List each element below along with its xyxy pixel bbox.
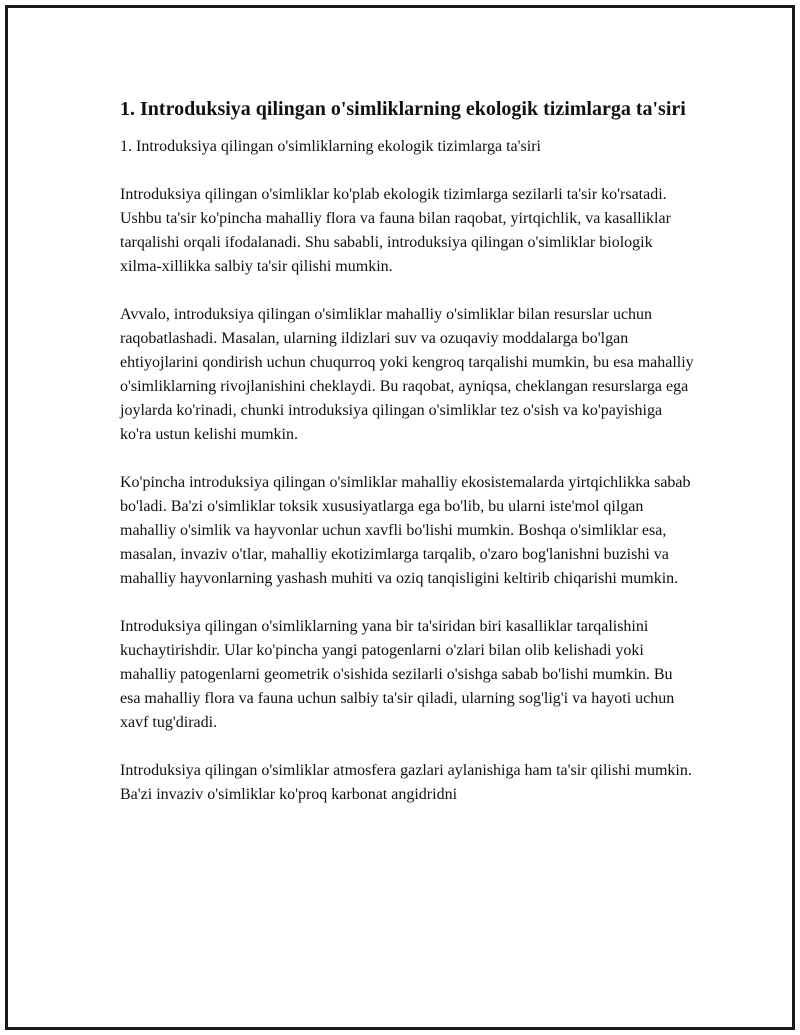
paragraph-disease: Introduksiya qilingan o'simliklarning yana bir ta'siridan biri kasalliklar tarqalishini kuchaytirishdir. Ular ko'pincha yangi patogenlarni o'zlari bilan olib kelishadi yoki mahalliy patogenlarni geometrik o'sishida sezilarli o'sishga sabab bo'lishi mumkin. Bu esa mahalliy flora va fauna uchun salbiy ta'sir qiladi, ularning sog'lig'i va hayoti uchun xavf tug'diradi.	[120, 618, 675, 731]
paragraph-competition: Avvalo, introduksiya qilingan o'simliklar mahalliy o'simliklar bilan resurslar uchun raqobatlashadi. Masalan, ularning ildizlari suv va ozuqaviy moddalarga bo'lgan ehtiyojlarini qondirish uchun chuqurroq yoki kengroq tarqalishi mumkin, bu esa mahalliy o'simliklarning rivojlanishini cheklaydi. Bu raqobat, ayniqsa, cheklangan resurslarga ega joylarda ko'rinadi, chunki introduksiya qilingan o'simliklar tez o'sish va ko'payishiga ko'ra ustun kelishi mumkin.	[120, 306, 694, 443]
paragraph-intro: Introduksiya qilingan o'simliklar ko'plab ekologik tizimlarga sezilarli ta'sir ko'rsatadi. Ushbu ta'sir ko'pincha mahalliy flora va fauna bilan raqobat, yirtqichlik, va kasalliklar tarqalishi orqali ifodalanadi. Shu sababli, introduksiya qilingan o'simliklar biologik xilma-xillikka salbiy ta'sir qilishi mumkin.	[120, 186, 671, 275]
paragraph-predation: Ko'pincha introduksiya qilingan o'simliklar mahalliy ekosistemalarda yirtqichlikka sabab bo'ladi. Ba'zi o'simliklar toksik xususiyatlarga ega bo'lib, bu ularni iste'mol qilgan mahalliy o'simlik va hayvonlar uchun xavfli bo'lishi mumkin. Boshqa o'simliklar esa, masalan, invaziv o'tlar, mahalliy ekotizimlarga tarqalib, o'zaro bog'lanishni buzishi va mahalliy hayvonlarning yashash muhiti va oziq tanqisligini keltirib chiqarishi mumkin.	[120, 474, 691, 587]
document-body	[120, 96, 695, 807]
page-title: 1. Introduksiya qilingan o'simliklarning ekologik tizimlarga ta'siri	[120, 98, 686, 120]
paragraph-atmosphere: Introduksiya qilingan o'simliklar atmosfera gazlari aylanishiga ham ta'sir qilishi mumkin. Ba'zi invaziv o'simliklar ko'proq karbonat angidridni	[120, 762, 692, 803]
section-subtitle: 1. Introduksiya qilingan o'simliklarning ekologik tizimlarga ta'siri	[120, 138, 541, 155]
document-page	[5, 5, 795, 1030]
